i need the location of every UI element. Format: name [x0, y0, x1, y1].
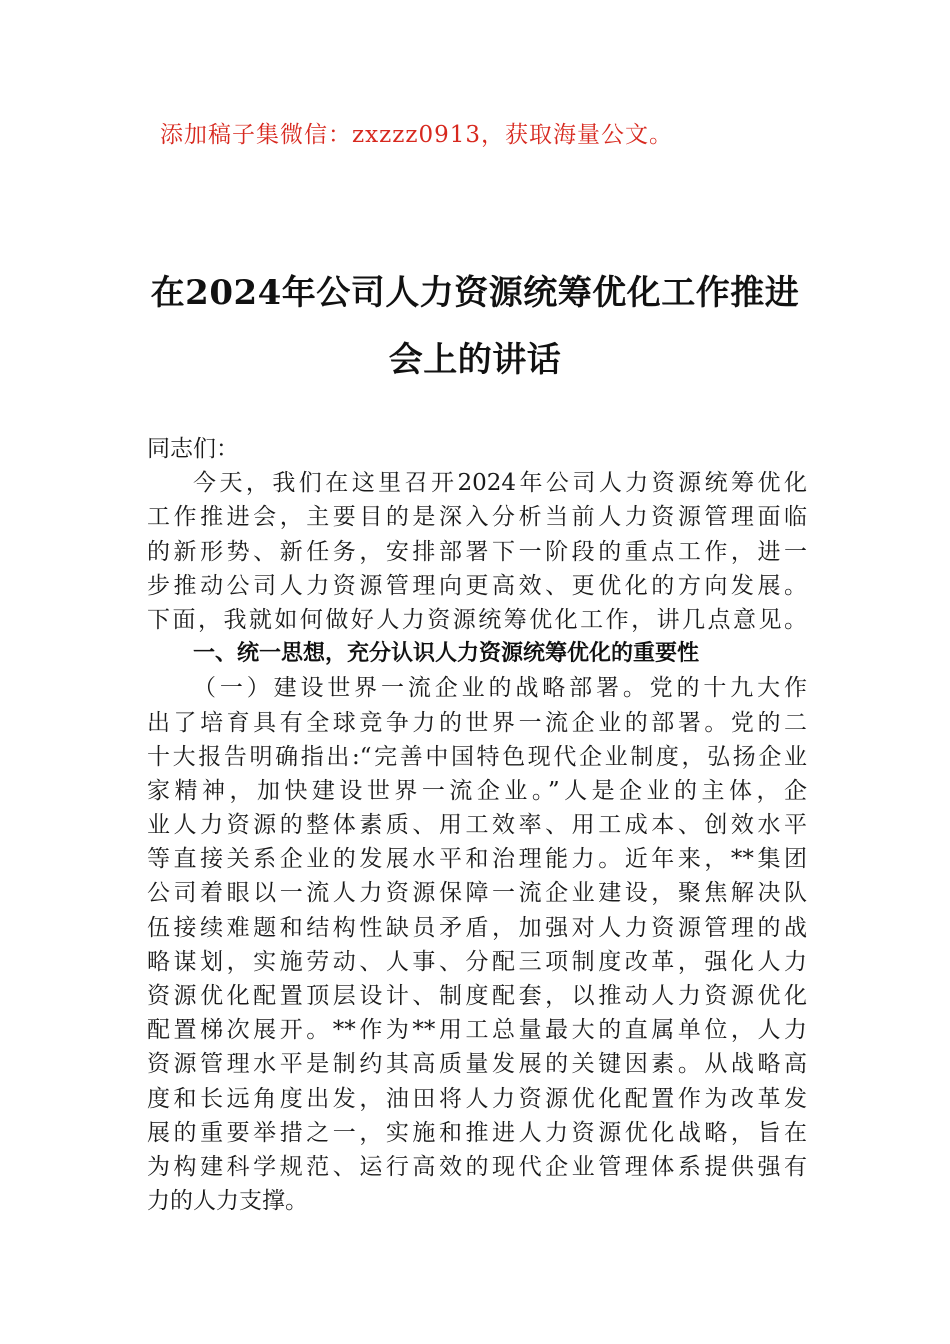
paragraph-line: 度和长远角度出发，油田将人力资源优化配置作为改革发 — [147, 1085, 807, 1112]
paragraph-line: 下面，我就如何做好人力资源统筹优化工作，讲几点意见。 — [147, 606, 807, 633]
paragraph-line: （一）建设世界一流企业的战略部署。党的十九大作 — [193, 675, 807, 702]
paragraph-line: 公司着眼以一流人力资源保障一流企业建设，聚焦解决队 — [147, 880, 807, 907]
paragraph-line: 家精神，加快建设世界一流企业。”人是企业的主体，企 — [147, 777, 807, 804]
paragraph-line: 伍接续难题和结构性缺员矛盾，加强对人力资源管理的战 — [147, 914, 807, 941]
document-title-line-1: 在2024年公司人力资源统筹优化工作推进 — [150, 273, 800, 313]
paragraph-line: 十大报告明确指出:“完善中国特色现代企业制度，弘扬企业 — [147, 743, 807, 770]
promo-notice: 添加稿子集微信：zxzzz0913，获取海量公文。 — [160, 122, 673, 148]
paragraph-line: 今天，我们在这里召开2024年公司人力资源统筹优化 — [193, 470, 807, 497]
paragraph-line: 出了培育具有全球竞争力的世界一流企业的部署。党的二 — [147, 709, 807, 736]
paragraph-line: 的新形势、新任务，安排部署下一阶段的重点工作，进一 — [147, 538, 807, 565]
paragraph-line: 为构建科学规范、运行高效的现代企业管理体系提供强有 — [147, 1153, 807, 1180]
paragraph-line: 资源优化配置顶层设计、制度配套，以推动人力资源优化 — [147, 983, 807, 1009]
paragraph-line: 工作推进会，主要目的是深入分析当前人力资源管理面临 — [147, 504, 807, 531]
document-title-line-2: 会上的讲话 — [388, 340, 562, 380]
paragraph-line: 等直接关系企业的发展水平和治理能力。近年来，**集团 — [147, 846, 807, 873]
section-heading: 一、统一思想，充分认识人力资源统筹优化的重要性 — [193, 641, 700, 667]
paragraph-line: 配置梯次展开。**作为**用工总量最大的直属单位，人力 — [147, 1017, 807, 1044]
paragraph-line: 略谋划，实施劳动、人事、分配三项制度改革，强化人力 — [147, 948, 807, 975]
paragraph-line: 力的人力支撑。 — [147, 1188, 308, 1215]
paragraph-line: 步推动公司人力资源管理向更高效、更优化的方向发展。 — [147, 572, 807, 599]
paragraph-line: 业人力资源的整体素质、用工效率、用工成本、创效水平 — [147, 812, 807, 839]
paragraph-line: 展的重要举措之一，实施和推进人力资源优化战略，旨在 — [147, 1119, 807, 1146]
greeting: 同志们： — [147, 436, 239, 462]
document-body — [147, 432, 807, 1218]
paragraph-line: 资源管理水平是制约其高质量发展的关键因素。从战略高 — [147, 1051, 807, 1078]
